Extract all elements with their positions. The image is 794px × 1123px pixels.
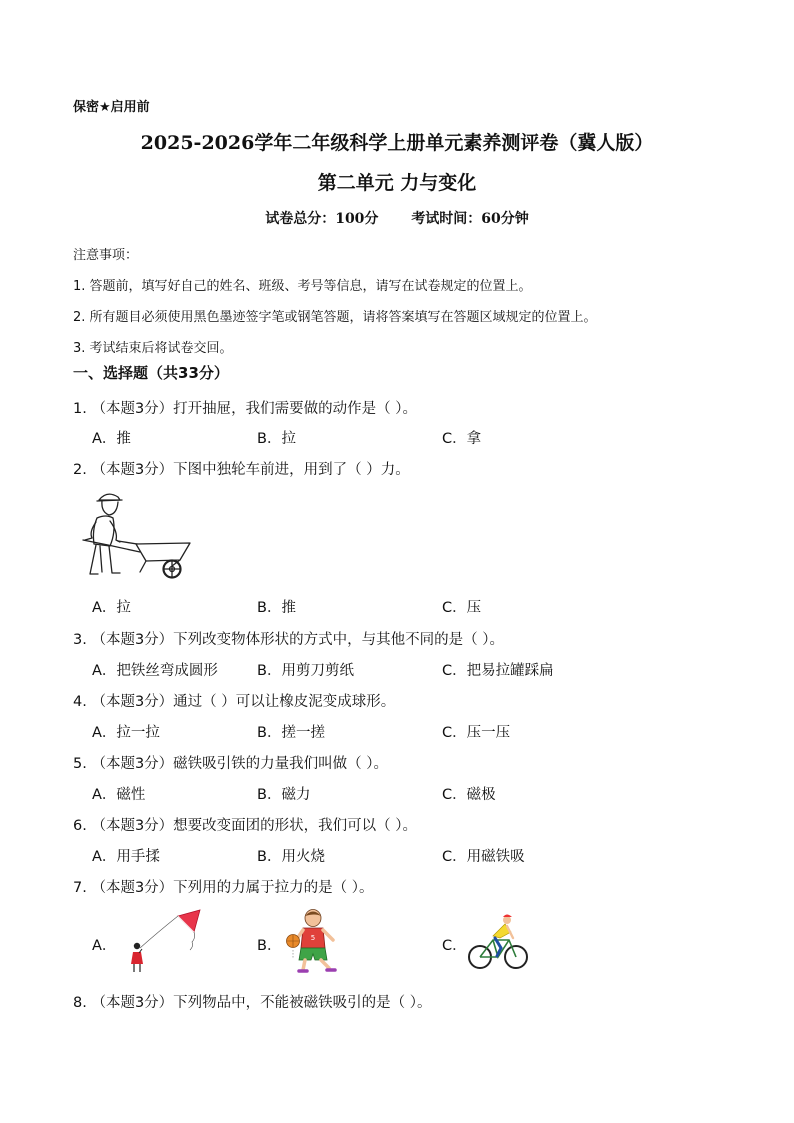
question-2-option-b: B．推 — [257, 600, 296, 616]
note-item: 3. 考试结束后将试卷交回。 — [73, 341, 233, 356]
question-5-stem: 5. （本题3分）磁铁吸引铁的力量我们叫做（ ）。 — [73, 756, 389, 772]
question-2-option-c: C．压 — [442, 600, 482, 616]
exam-title: 2025-2026学年二年级科学上册单元素养测评卷（冀人版） — [140, 132, 654, 154]
question-7-stem: 7. （本题3分）下列用的力属于拉力的是（ ）。 — [73, 880, 374, 896]
note-item: 1. 答题前，填写好自己的姓名、班级、考号等信息，请写在试卷规定的位置上。 — [73, 279, 532, 294]
question-4-option-c: C．压一压 — [442, 725, 511, 741]
question-4-option-a: A．拉一拉 — [92, 725, 160, 741]
section-title: 一、选择题（共33分） — [73, 364, 229, 382]
question-4-option-b: B．搓一搓 — [257, 725, 325, 741]
question-1-option-b: B．拉 — [257, 431, 296, 447]
question-1-option-a: A．推 — [92, 431, 131, 447]
question-3-option-b: B．用剪刀剪纸 — [257, 663, 354, 679]
kite-flying-illustration — [122, 908, 204, 976]
question-7-option-a: A． — [92, 938, 117, 954]
exam-meta — [0, 208, 794, 228]
question-5-option-a: A．磁性 — [92, 787, 146, 803]
question-5-option-c: C．磁极 — [442, 787, 496, 803]
question-6-option-b: B．用火烧 — [257, 849, 325, 865]
notes-heading: 注意事项： — [73, 248, 139, 263]
svg-text:5: 5 — [310, 934, 316, 942]
question-1-stem: 1. （本题3分）打开抽屉，我们需要做的动作是（ ）。 — [73, 401, 418, 417]
confidential-label: 保密★启用前 — [73, 100, 150, 115]
question-7-option-c: C． — [442, 938, 467, 954]
wheelbarrow-illustration — [80, 488, 192, 580]
question-2-stem: 2. （本题3分）下图中独轮车前进，用到了（ ）力。 — [73, 462, 410, 478]
question-2-option-a: A．拉 — [92, 600, 131, 616]
question-8-stem: 8. （本题3分）下列物品中，不能被磁铁吸引的是（ ）。 — [73, 995, 432, 1011]
total-score: 试卷总分：100分 — [265, 211, 379, 227]
exam-time: 考试时间：60分钟 — [411, 211, 529, 227]
question-6-option-a: A．用手揉 — [92, 849, 160, 865]
notes-block — [73, 240, 597, 364]
question-4-stem: 4. （本题3分）通过（ ）可以让橡皮泥变成球形。 — [73, 694, 396, 710]
question-3-stem: 3. （本题3分）下列改变物体形状的方式中，与其他不同的是（ ）。 — [73, 632, 505, 648]
question-6-option-c: C．用磁铁吸 — [442, 849, 525, 865]
cyclist-illustration — [467, 910, 529, 972]
question-3-option-c: C．把易拉罐踩扁 — [442, 663, 554, 679]
question-6-stem: 6. （本题3分）想要改变面团的形状，我们可以（ ）。 — [73, 818, 418, 834]
unit-title: 第二单元 力与变化 — [317, 172, 477, 194]
basketball-dribble-illustration — [283, 908, 347, 976]
question-3-option-a: A．把铁丝弯成圆形 — [92, 663, 218, 679]
question-1-option-c: C．拿 — [442, 431, 482, 447]
question-5-option-b: B．磁力 — [257, 787, 311, 803]
question-7-option-b: B． — [257, 938, 282, 954]
note-item: 2. 所有题目必须使用黑色墨迹签字笔或钢笔答题，请将答案填写在答题区域规定的位置上。 — [73, 310, 597, 325]
